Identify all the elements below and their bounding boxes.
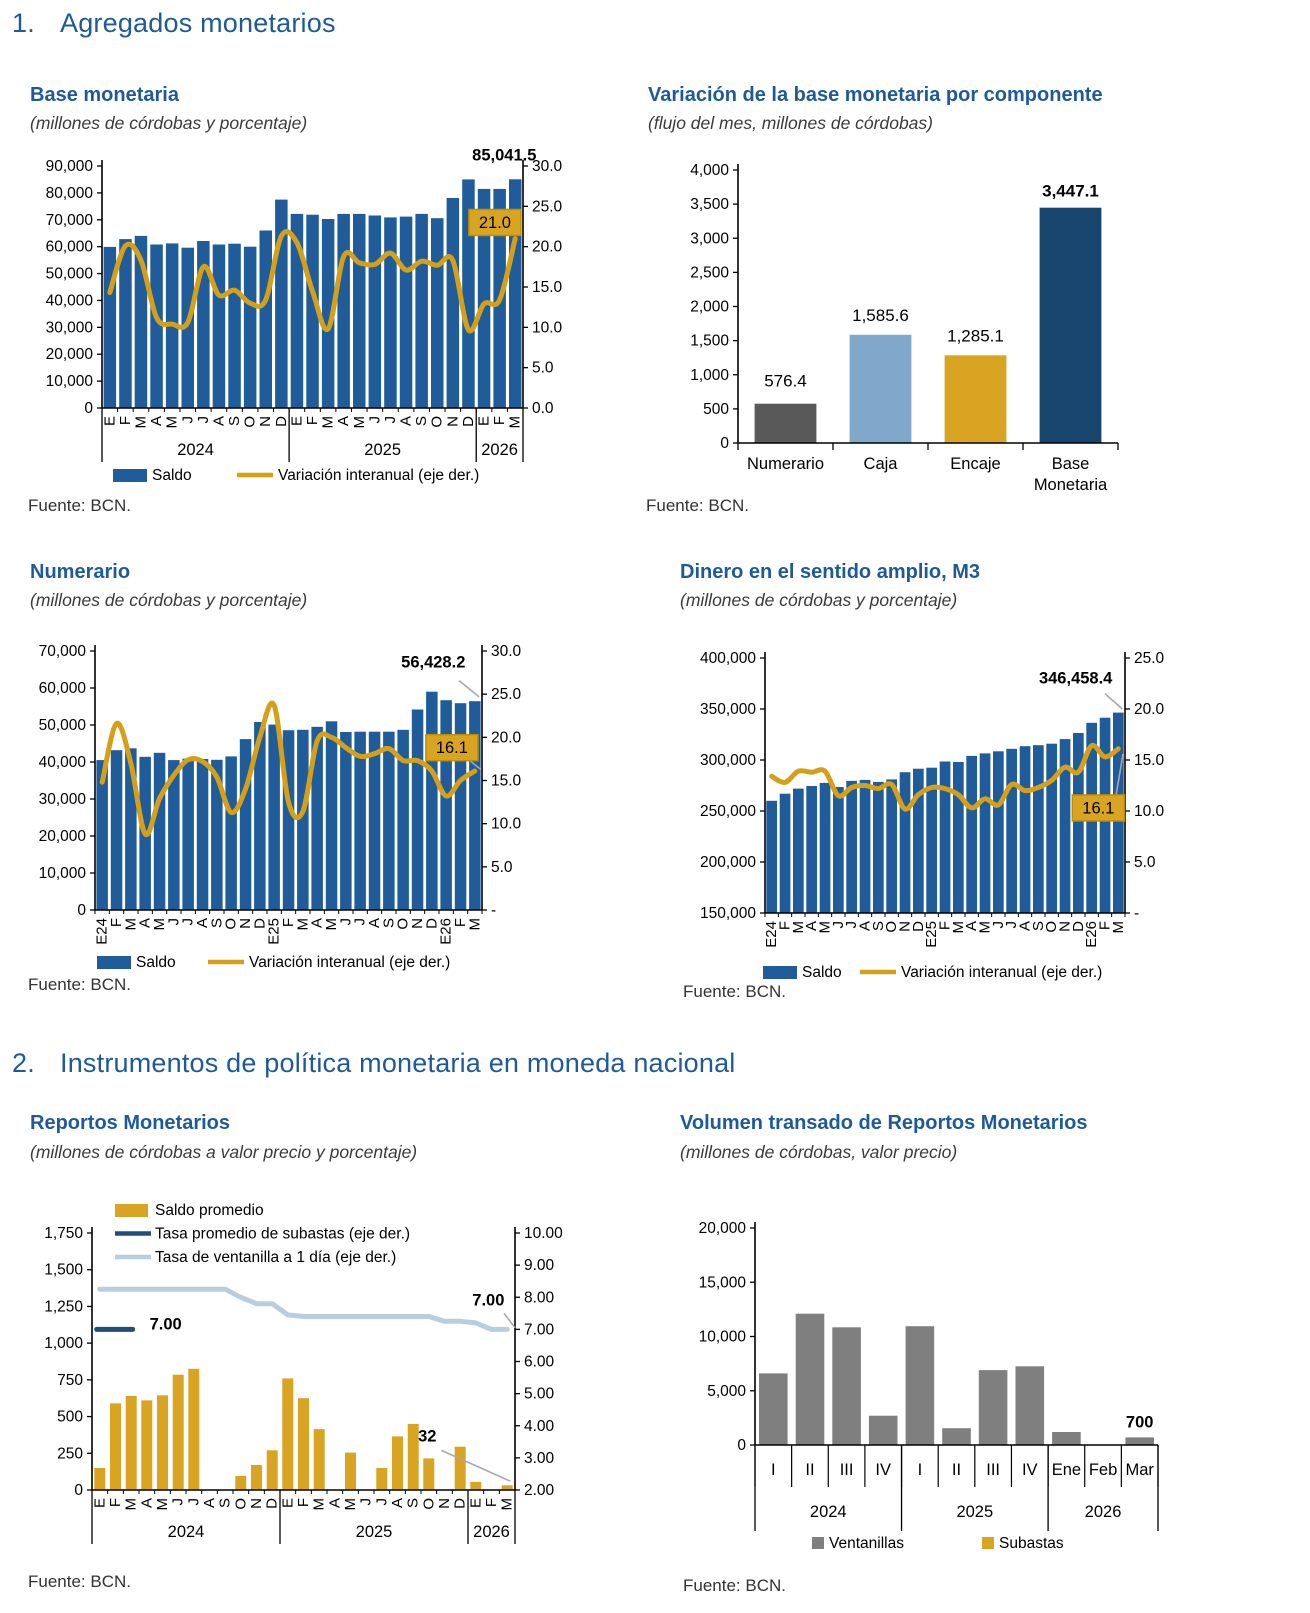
- svg-text:M: M: [789, 921, 807, 934]
- svg-text:Saldo: Saldo: [152, 467, 192, 484]
- svg-text:F: F: [776, 921, 794, 931]
- svg-text:7.00: 7.00: [524, 1321, 555, 1339]
- svg-text:60,000: 60,000: [45, 238, 93, 256]
- svg-text:A: A: [366, 918, 383, 929]
- svg-text:IV: IV: [875, 1461, 892, 1479]
- m3-subtitle: (millones de córdobas y porcentaje): [680, 590, 958, 610]
- svg-text:A: A: [389, 1498, 406, 1509]
- svg-text:J: J: [829, 921, 847, 929]
- svg-text:J: J: [337, 918, 355, 926]
- svg-text:5,000: 5,000: [707, 1382, 746, 1400]
- svg-text:56,428.2: 56,428.2: [401, 653, 466, 672]
- svg-text:Mar: Mar: [1125, 1461, 1154, 1479]
- svg-text:750: 750: [57, 1371, 83, 1389]
- svg-text:I: I: [917, 1461, 923, 1479]
- svg-text:J: J: [179, 416, 197, 424]
- svg-text:A: A: [138, 1498, 156, 1509]
- svg-text:M: M: [466, 918, 484, 931]
- svg-text:Ene: Ene: [1051, 1461, 1082, 1479]
- svg-text:3,000: 3,000: [690, 230, 729, 248]
- svg-text:4,000: 4,000: [690, 162, 729, 179]
- svg-text:5.00: 5.00: [524, 1385, 555, 1403]
- svg-text:M: M: [976, 921, 994, 934]
- svg-text:M: M: [506, 416, 524, 429]
- svg-text:500: 500: [703, 400, 729, 418]
- svg-text:10,000: 10,000: [698, 1328, 746, 1346]
- svg-text:F: F: [107, 1498, 124, 1508]
- svg-text:D: D: [251, 918, 269, 929]
- svg-text:Monetaria: Monetaria: [1033, 476, 1108, 494]
- svg-text:400,000: 400,000: [699, 650, 756, 667]
- svg-text:E: E: [467, 1498, 485, 1509]
- svg-text:500: 500: [57, 1408, 83, 1426]
- svg-text:Variación interanual (eje der.: Variación interanual (eje der.): [249, 954, 451, 971]
- numerario-title: Numerario: [30, 561, 131, 583]
- svg-text:250,000: 250,000: [699, 803, 756, 820]
- svg-text:15.0: 15.0: [1134, 752, 1165, 769]
- variacion-componentes-chart: [645, 150, 1305, 495]
- svg-text:F: F: [304, 416, 321, 426]
- section-2-heading: [12, 1048, 736, 1079]
- svg-text:10,000: 10,000: [38, 865, 86, 882]
- svg-text:A: A: [803, 921, 821, 932]
- svg-text:D: D: [459, 416, 477, 427]
- svg-text:2026: 2026: [481, 441, 518, 459]
- svg-text:E26: E26: [1083, 921, 1101, 948]
- svg-text:O: O: [1043, 921, 1061, 933]
- svg-text:50,000: 50,000: [38, 717, 86, 734]
- svg-text:A: A: [210, 416, 228, 427]
- svg-text:0.0: 0.0: [532, 400, 554, 417]
- svg-text:N: N: [896, 921, 914, 932]
- svg-text:15.0: 15.0: [532, 279, 563, 296]
- reportos-title: Reportos Monetarios: [30, 1112, 231, 1134]
- svg-text:40,000: 40,000: [38, 754, 86, 771]
- svg-text:J: J: [357, 1498, 375, 1506]
- svg-text:F: F: [491, 416, 509, 426]
- svg-text:Saldo: Saldo: [802, 964, 842, 981]
- svg-text:O: O: [232, 1498, 250, 1510]
- svg-text:3,500: 3,500: [690, 196, 729, 214]
- volumen-subtitle: (millones de córdobas, valor precio): [680, 1142, 958, 1162]
- svg-text:1,000: 1,000: [690, 366, 729, 384]
- svg-text:D: D: [263, 1498, 281, 1509]
- svg-text:E26: E26: [437, 918, 455, 945]
- svg-text:M: M: [122, 1498, 140, 1511]
- svg-text:10.0: 10.0: [491, 815, 522, 833]
- svg-text:0: 0: [720, 435, 729, 452]
- volumen-fuente: Fuente: BCN.: [683, 1576, 786, 1595]
- svg-text:25.0: 25.0: [532, 198, 563, 216]
- base-monetaria-title: Base monetaria: [30, 84, 179, 106]
- svg-text:60,000: 60,000: [38, 680, 86, 697]
- svg-text:30,000: 30,000: [38, 791, 86, 808]
- svg-text:J: J: [366, 416, 384, 424]
- svg-text:2025: 2025: [364, 441, 402, 459]
- svg-text:1,585.6: 1,585.6: [852, 305, 909, 325]
- svg-text:50,000: 50,000: [45, 265, 93, 283]
- svg-text:J: J: [351, 918, 369, 926]
- svg-text:F: F: [108, 918, 125, 928]
- svg-text:6.00: 6.00: [524, 1353, 555, 1371]
- svg-text:J: J: [169, 1498, 187, 1506]
- section-2-title: Instrumentos de política monetaria en moneda nacional: [60, 1048, 736, 1078]
- svg-text:A: A: [194, 918, 211, 929]
- svg-text:Saldo: Saldo: [136, 954, 176, 971]
- svg-text:J: J: [989, 921, 1007, 929]
- svg-text:300,000: 300,000: [699, 752, 756, 769]
- svg-text:Variación interanual (eje der.: Variación interanual (eje der.): [278, 467, 480, 484]
- svg-text:F: F: [483, 1498, 500, 1508]
- svg-text:M: M: [498, 1498, 516, 1511]
- reportos-chart: [25, 1160, 613, 1565]
- variacion-componentes-title: Variación de la base monetaria por componente: [648, 84, 1103, 106]
- svg-text:A: A: [963, 921, 981, 932]
- svg-text:30,000: 30,000: [45, 319, 93, 337]
- svg-text:M: M: [350, 416, 368, 429]
- svg-text:D: D: [423, 918, 441, 929]
- variacion-componentes-fuente: Fuente: BCN.: [646, 496, 749, 515]
- svg-text:M: M: [816, 921, 834, 934]
- svg-text:II: II: [805, 1461, 815, 1479]
- numerario-fuente: Fuente: BCN.: [28, 975, 131, 994]
- svg-text:M: M: [319, 416, 337, 429]
- volumen-chart: [655, 1160, 1310, 1565]
- svg-text:O: O: [883, 921, 901, 933]
- svg-text:M: M: [132, 416, 150, 429]
- svg-text:0: 0: [84, 400, 93, 417]
- svg-text:1,750: 1,750: [44, 1225, 83, 1242]
- m3-fuente: Fuente: BCN.: [683, 982, 786, 1001]
- svg-text:10.00: 10.00: [524, 1225, 563, 1242]
- svg-text:0: 0: [77, 902, 86, 919]
- svg-text:25.0: 25.0: [491, 686, 522, 704]
- svg-text:Tasa de ventanilla a 1 día (ej: Tasa de ventanilla a 1 día (eje der.): [155, 1249, 397, 1266]
- svg-text:20,000: 20,000: [698, 1220, 746, 1237]
- svg-text:O: O: [394, 918, 412, 930]
- svg-text:20,000: 20,000: [38, 828, 86, 845]
- svg-text:N: N: [237, 918, 254, 929]
- svg-text:III: III: [986, 1461, 1001, 1479]
- svg-text:200,000: 200,000: [699, 854, 756, 871]
- svg-text:-: -: [1134, 905, 1140, 922]
- svg-text:M: M: [310, 1498, 328, 1511]
- svg-text:E: E: [475, 416, 493, 427]
- svg-text:J: J: [843, 921, 861, 929]
- svg-text:E: E: [91, 1498, 109, 1509]
- svg-text:2024: 2024: [177, 441, 214, 459]
- svg-text:M: M: [342, 1498, 359, 1511]
- svg-text:0: 0: [74, 1482, 83, 1499]
- svg-text:N: N: [409, 918, 426, 929]
- svg-text:E: E: [288, 416, 306, 427]
- svg-text:N: N: [1056, 921, 1074, 932]
- svg-text:F: F: [1096, 921, 1114, 931]
- svg-text:10,000: 10,000: [45, 373, 93, 391]
- variacion-componentes-subtitle: (flujo del mes, millones de córdobas): [648, 113, 933, 133]
- svg-text:1,000: 1,000: [44, 1335, 83, 1353]
- svg-text:A: A: [136, 918, 154, 929]
- svg-text:-: -: [491, 902, 497, 919]
- svg-text:Base: Base: [1051, 455, 1090, 473]
- svg-text:A: A: [201, 1498, 218, 1509]
- svg-text:A: A: [148, 416, 166, 427]
- svg-text:2.00: 2.00: [524, 1482, 555, 1499]
- svg-text:700: 700: [1125, 1413, 1154, 1432]
- svg-text:S: S: [380, 918, 398, 929]
- svg-text:M: M: [151, 918, 168, 931]
- svg-text:D: D: [272, 416, 290, 427]
- svg-text:2,000: 2,000: [690, 298, 729, 316]
- base-monetaria-fuente: Fuente: BCN.: [28, 496, 131, 515]
- svg-text:II: II: [951, 1461, 962, 1479]
- svg-text:S: S: [216, 1498, 234, 1509]
- svg-text:5.0: 5.0: [491, 858, 513, 876]
- svg-text:M: M: [154, 1498, 171, 1511]
- svg-text:20,000: 20,000: [45, 346, 93, 364]
- svg-text:30.0: 30.0: [532, 158, 563, 175]
- svg-text:Tasa promedio de subastas (eje: Tasa promedio de subastas (eje der.): [155, 1225, 411, 1243]
- svg-text:S: S: [404, 1498, 422, 1509]
- svg-text:I: I: [771, 1461, 776, 1479]
- svg-text:15,000: 15,000: [698, 1274, 746, 1292]
- section-2-number: 2.: [12, 1048, 35, 1078]
- svg-text:70,000: 70,000: [38, 643, 86, 660]
- svg-text:Variación interanual (eje der.: Variación interanual (eje der.): [901, 964, 1103, 981]
- volumen-title: Volumen transado de Reportos Monetarios: [680, 1112, 1088, 1134]
- svg-text:N: N: [257, 416, 275, 427]
- svg-text:7.00: 7.00: [472, 1291, 505, 1310]
- svg-text:Saldo promedio: Saldo promedio: [155, 1202, 264, 1219]
- svg-text:O: O: [241, 416, 259, 428]
- numerario-chart: [25, 628, 613, 973]
- svg-text:20.0: 20.0: [491, 729, 522, 747]
- svg-text:1,285.1: 1,285.1: [947, 326, 1004, 346]
- section-1-number: 1.: [12, 8, 35, 38]
- svg-text:2025: 2025: [956, 1503, 994, 1521]
- svg-text:5.0: 5.0: [1134, 854, 1156, 871]
- svg-text:32: 32: [418, 1427, 437, 1446]
- svg-text:S: S: [226, 416, 244, 427]
- svg-text:16.1: 16.1: [1082, 799, 1115, 818]
- svg-text:576.4: 576.4: [764, 371, 807, 391]
- svg-text:M: M: [323, 918, 340, 931]
- m3-title: Dinero en el sentido amplio, M3: [680, 561, 981, 583]
- svg-text:F: F: [280, 918, 297, 928]
- svg-text:4.00: 4.00: [524, 1417, 555, 1435]
- svg-text:80,000: 80,000: [45, 184, 93, 202]
- svg-text:F: F: [452, 918, 469, 928]
- svg-text:2026: 2026: [1084, 1503, 1122, 1521]
- svg-text:S: S: [1029, 921, 1047, 932]
- svg-text:E25: E25: [923, 921, 941, 948]
- svg-text:21.0: 21.0: [478, 213, 511, 232]
- svg-text:A: A: [397, 416, 415, 427]
- svg-text:Ventanillas: Ventanillas: [829, 1535, 904, 1552]
- reportos-subtitle: (millones de córdobas a valor precio y porcentaje): [30, 1142, 418, 1162]
- svg-text:250: 250: [57, 1445, 83, 1463]
- svg-text:IV: IV: [1021, 1461, 1038, 1479]
- svg-text:F: F: [116, 416, 134, 426]
- svg-text:J: J: [373, 1498, 391, 1506]
- svg-text:D: D: [1069, 921, 1087, 932]
- svg-text:E24: E24: [763, 921, 781, 948]
- svg-text:M: M: [1109, 921, 1127, 934]
- svg-text:O: O: [428, 416, 446, 428]
- svg-text:D: D: [909, 921, 927, 932]
- svg-text:2,500: 2,500: [690, 264, 729, 282]
- svg-text:90,000: 90,000: [45, 158, 93, 175]
- svg-text:A: A: [856, 921, 874, 932]
- svg-text:E: E: [279, 1498, 297, 1509]
- svg-text:346,458.4: 346,458.4: [1038, 669, 1113, 688]
- svg-text:A: A: [335, 416, 353, 427]
- svg-text:350,000: 350,000: [699, 701, 756, 718]
- svg-text:5.0: 5.0: [532, 359, 554, 377]
- reportos-fuente: Fuente: BCN.: [28, 1572, 131, 1591]
- svg-text:O: O: [222, 918, 240, 930]
- svg-text:J: J: [194, 416, 212, 424]
- svg-text:1,250: 1,250: [44, 1298, 83, 1316]
- svg-text:E: E: [101, 416, 119, 427]
- svg-text:M: M: [949, 921, 967, 934]
- svg-text:E25: E25: [265, 918, 283, 945]
- svg-text:150,000: 150,000: [699, 905, 756, 922]
- svg-text:N: N: [436, 1498, 453, 1509]
- svg-text:Caja: Caja: [863, 455, 898, 473]
- svg-text:Feb: Feb: [1088, 1461, 1118, 1479]
- svg-text:J: J: [179, 918, 197, 926]
- svg-text:M: M: [122, 918, 140, 931]
- svg-text:2025: 2025: [355, 1523, 393, 1541]
- svg-text:E24: E24: [93, 918, 111, 945]
- section-1-heading: [12, 8, 336, 39]
- svg-text:Encaje: Encaje: [950, 455, 1001, 473]
- svg-text:1,500: 1,500: [44, 1261, 83, 1279]
- svg-text:A: A: [1016, 921, 1034, 932]
- svg-text:A: A: [326, 1498, 344, 1509]
- svg-text:D: D: [451, 1498, 469, 1509]
- numerario-subtitle: (millones de córdobas y porcentaje): [30, 590, 308, 610]
- svg-text:A: A: [308, 918, 326, 929]
- svg-text:25.0: 25.0: [1134, 650, 1165, 667]
- svg-text:M: M: [294, 918, 312, 931]
- svg-text:N: N: [444, 416, 462, 427]
- svg-text:F: F: [936, 921, 954, 931]
- svg-text:S: S: [208, 918, 226, 929]
- svg-text:J: J: [165, 918, 183, 926]
- svg-text:8.00: 8.00: [524, 1289, 555, 1307]
- svg-text:40,000: 40,000: [45, 292, 93, 310]
- svg-text:N: N: [248, 1498, 265, 1509]
- svg-text:Numerario: Numerario: [746, 455, 825, 473]
- svg-text:2024: 2024: [809, 1503, 847, 1521]
- svg-text:16.1: 16.1: [435, 739, 468, 758]
- svg-text:10.0: 10.0: [1134, 803, 1165, 820]
- svg-text:0: 0: [737, 1437, 746, 1454]
- base-monetaria-subtitle: (millones de córdobas y porcentaje): [30, 113, 308, 133]
- svg-text:7.00: 7.00: [149, 1315, 182, 1334]
- svg-text:15.0: 15.0: [491, 772, 522, 790]
- svg-text:9.00: 9.00: [524, 1257, 555, 1275]
- svg-text:2024: 2024: [167, 1523, 205, 1541]
- svg-text:S: S: [413, 416, 431, 427]
- svg-text:3,447.1: 3,447.1: [1042, 181, 1099, 201]
- svg-text:M: M: [163, 416, 181, 429]
- svg-text:III: III: [839, 1461, 854, 1479]
- svg-text:O: O: [420, 1498, 438, 1510]
- svg-text:S: S: [869, 921, 887, 932]
- svg-text:20.0: 20.0: [532, 238, 563, 256]
- svg-text:1,500: 1,500: [690, 332, 729, 350]
- svg-text:3.00: 3.00: [524, 1449, 555, 1467]
- svg-text:J: J: [381, 416, 399, 424]
- svg-text:70,000: 70,000: [45, 211, 93, 229]
- svg-text:F: F: [295, 1498, 312, 1508]
- svg-text:85,041.5: 85,041.5: [472, 146, 537, 165]
- section-1-title: Agregados monetarios: [60, 8, 336, 38]
- svg-text:30.0: 30.0: [491, 643, 522, 660]
- svg-text:2026: 2026: [473, 1523, 510, 1541]
- svg-text:J: J: [185, 1498, 203, 1506]
- base-monetaria-chart: [25, 146, 613, 495]
- m3-chart: [655, 628, 1310, 980]
- svg-text:Subastas: Subastas: [999, 1535, 1064, 1552]
- svg-text:J: J: [1003, 921, 1021, 929]
- svg-text:20.0: 20.0: [1134, 701, 1165, 718]
- svg-text:10.0: 10.0: [532, 319, 563, 337]
